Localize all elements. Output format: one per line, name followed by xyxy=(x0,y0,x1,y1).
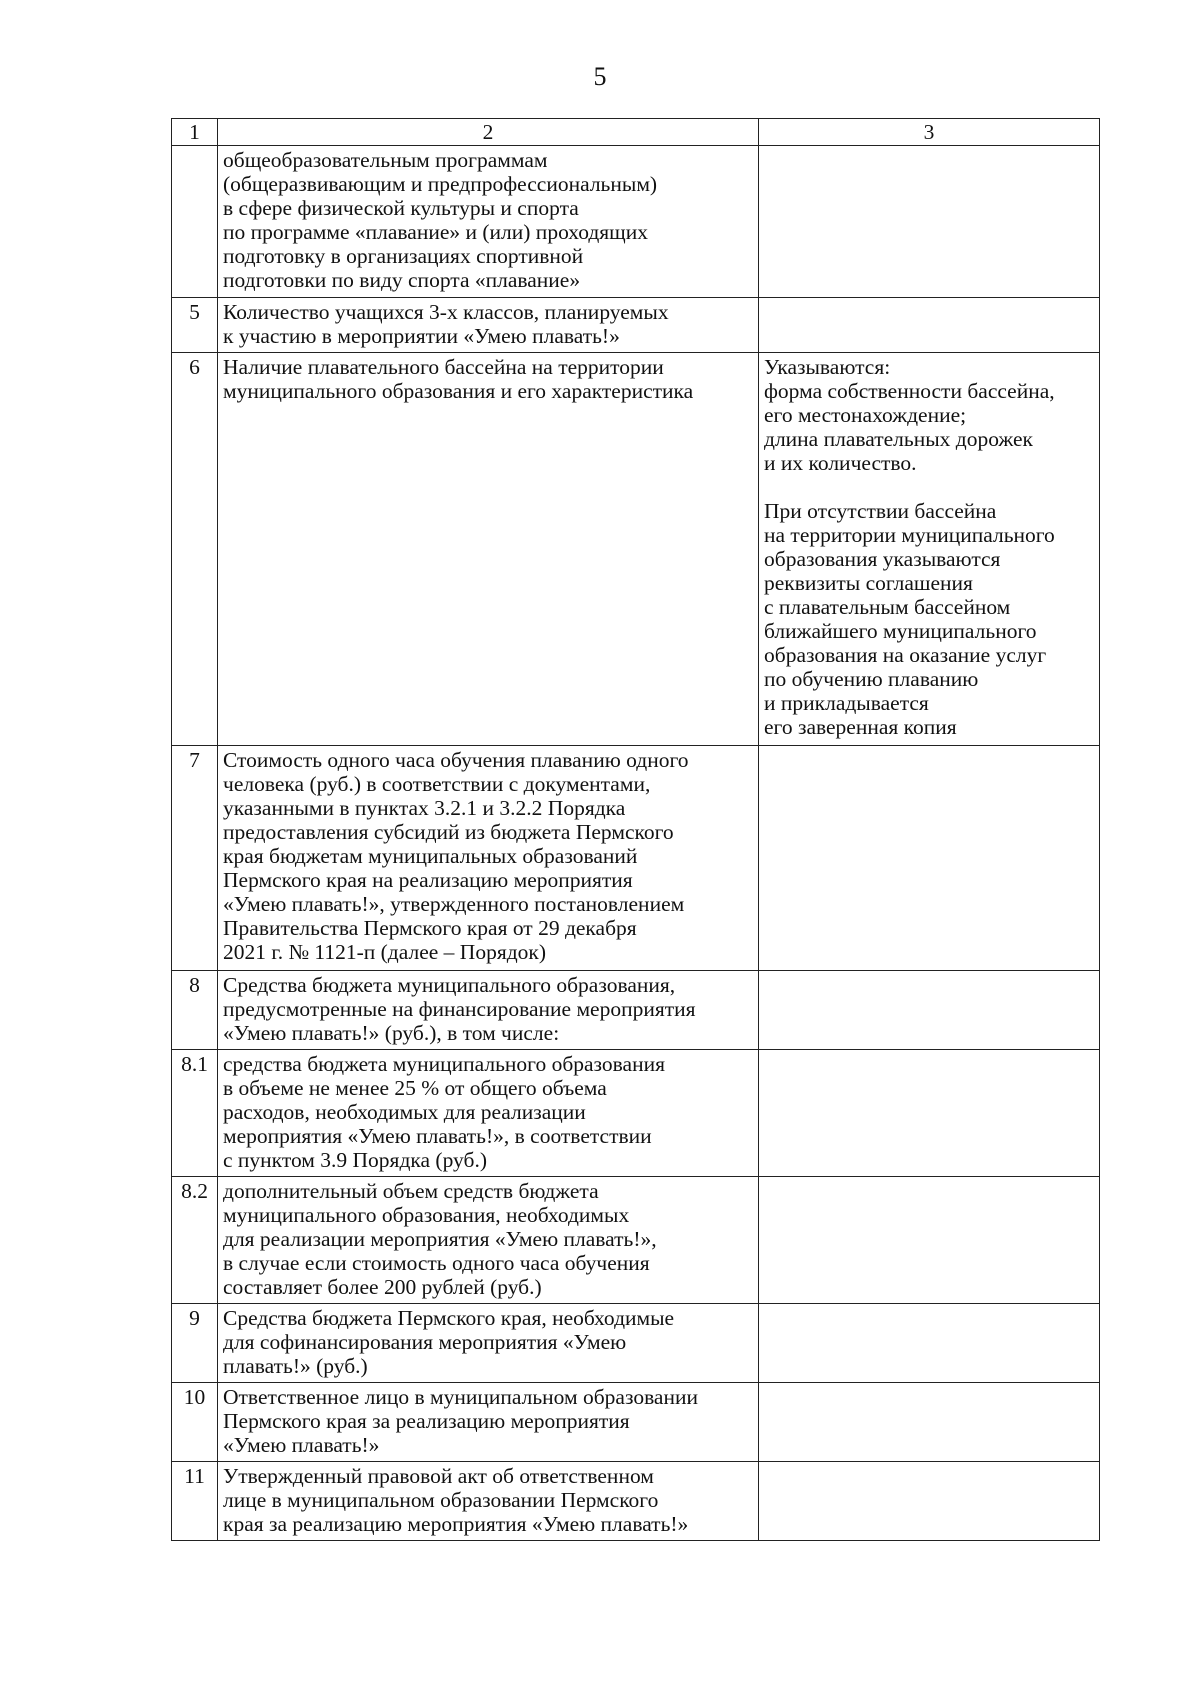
row-number: 11 xyxy=(172,1462,218,1541)
table-row xyxy=(172,1177,1100,1304)
table-row xyxy=(172,1462,1100,1541)
table-row xyxy=(172,1383,1100,1462)
row-description: Количество учащихся 3-х классов, планируемых к участию в мероприятии «Умею плавать!» xyxy=(218,298,759,353)
row-description: Наличие плавательного бассейна на территории муниципального образования и его характеристика xyxy=(218,353,759,746)
row-description: Средства бюджета Пермского края, необходимые для софинансирования мероприятия «Умею плавать!» (руб.) xyxy=(218,1304,759,1383)
table-row xyxy=(172,746,1100,971)
row-description: Средства бюджета муниципального образования, предусмотренные на финансирование мероприятия «Умею плавать!» (руб.), в том числе: xyxy=(218,971,759,1050)
row-number: 8.1 xyxy=(172,1050,218,1177)
form-table xyxy=(171,118,1100,1541)
column-header-2: 2 xyxy=(218,119,759,146)
table-header-row xyxy=(172,119,1100,146)
row-note xyxy=(759,1177,1100,1304)
row-number: 7 xyxy=(172,746,218,971)
row-note: Указываются: форма собственности бассейна, его местонахождение; длина плавательных дорожек и их количество. При отсутствии бассейна на территории муниципального образования указываются реквизиты соглашения с плавательным бассейном ближайшего муниципального образования на оказание услуг по обучению плаванию и прикладывается его заверенная копия xyxy=(759,353,1100,746)
row-note xyxy=(759,146,1100,298)
row-note xyxy=(759,298,1100,353)
row-description: Ответственное лицо в муниципальном образовании Пермского края за реализацию мероприятия «Умею плавать!» xyxy=(218,1383,759,1462)
row-note xyxy=(759,971,1100,1050)
table-row xyxy=(172,146,1100,298)
row-note xyxy=(759,1304,1100,1383)
column-header-3: 3 xyxy=(759,119,1100,146)
row-description: дополнительный объем средств бюджета муниципального образования, необходимых для реализации мероприятия «Умею плавать!», в случае если стоимость одного часа обучения составляет более 200 рублей (руб.) xyxy=(218,1177,759,1304)
row-note xyxy=(759,1050,1100,1177)
row-note xyxy=(759,1383,1100,1462)
table-row xyxy=(172,971,1100,1050)
table-row xyxy=(172,353,1100,746)
table-row xyxy=(172,1050,1100,1177)
row-number: 9 xyxy=(172,1304,218,1383)
row-description: общеобразовательным программам (общеразвивающим и предпрофессиональным) в сфере физической культуры и спорта по программе «плавание» и (или) проходящих подготовку в организациях спортивной подготовки по виду спорта «плавание» xyxy=(218,146,759,298)
page-number: 5 xyxy=(593,62,607,91)
table-row xyxy=(172,1304,1100,1383)
row-number: 8.2 xyxy=(172,1177,218,1304)
row-note xyxy=(759,1462,1100,1541)
row-number xyxy=(172,146,218,298)
row-description: Утвержденный правовой акт об ответственном лице в муниципальном образовании Пермского края за реализацию мероприятия «Умею плавать!» xyxy=(218,1462,759,1541)
row-number: 8 xyxy=(172,971,218,1050)
row-description: средства бюджета муниципального образования в объеме не менее 25 % от общего объема расходов, необходимых для реализации мероприятия «Умею плавать!», в соответствии с пунктом 3.9 Порядка (руб.) xyxy=(218,1050,759,1177)
row-note xyxy=(759,746,1100,971)
row-number: 5 xyxy=(172,298,218,353)
table-row xyxy=(172,298,1100,353)
row-description: Стоимость одного часа обучения плаванию одного человека (руб.) в соответствии с документами, указанными в пунктах 3.2.1 и 3.2.2 Порядка предоставления субсидий из бюджета Пермского края бюджетам муниципальных образований Пермского края на реализацию мероприятия «Умею плавать!», утвержденного постановлением Правительства Пермского края от 29 декабря 2021 г. № 1121-п (далее – Порядок) xyxy=(218,746,759,971)
column-header-1: 1 xyxy=(172,119,218,146)
row-number: 10 xyxy=(172,1383,218,1462)
row-number: 6 xyxy=(172,353,218,746)
